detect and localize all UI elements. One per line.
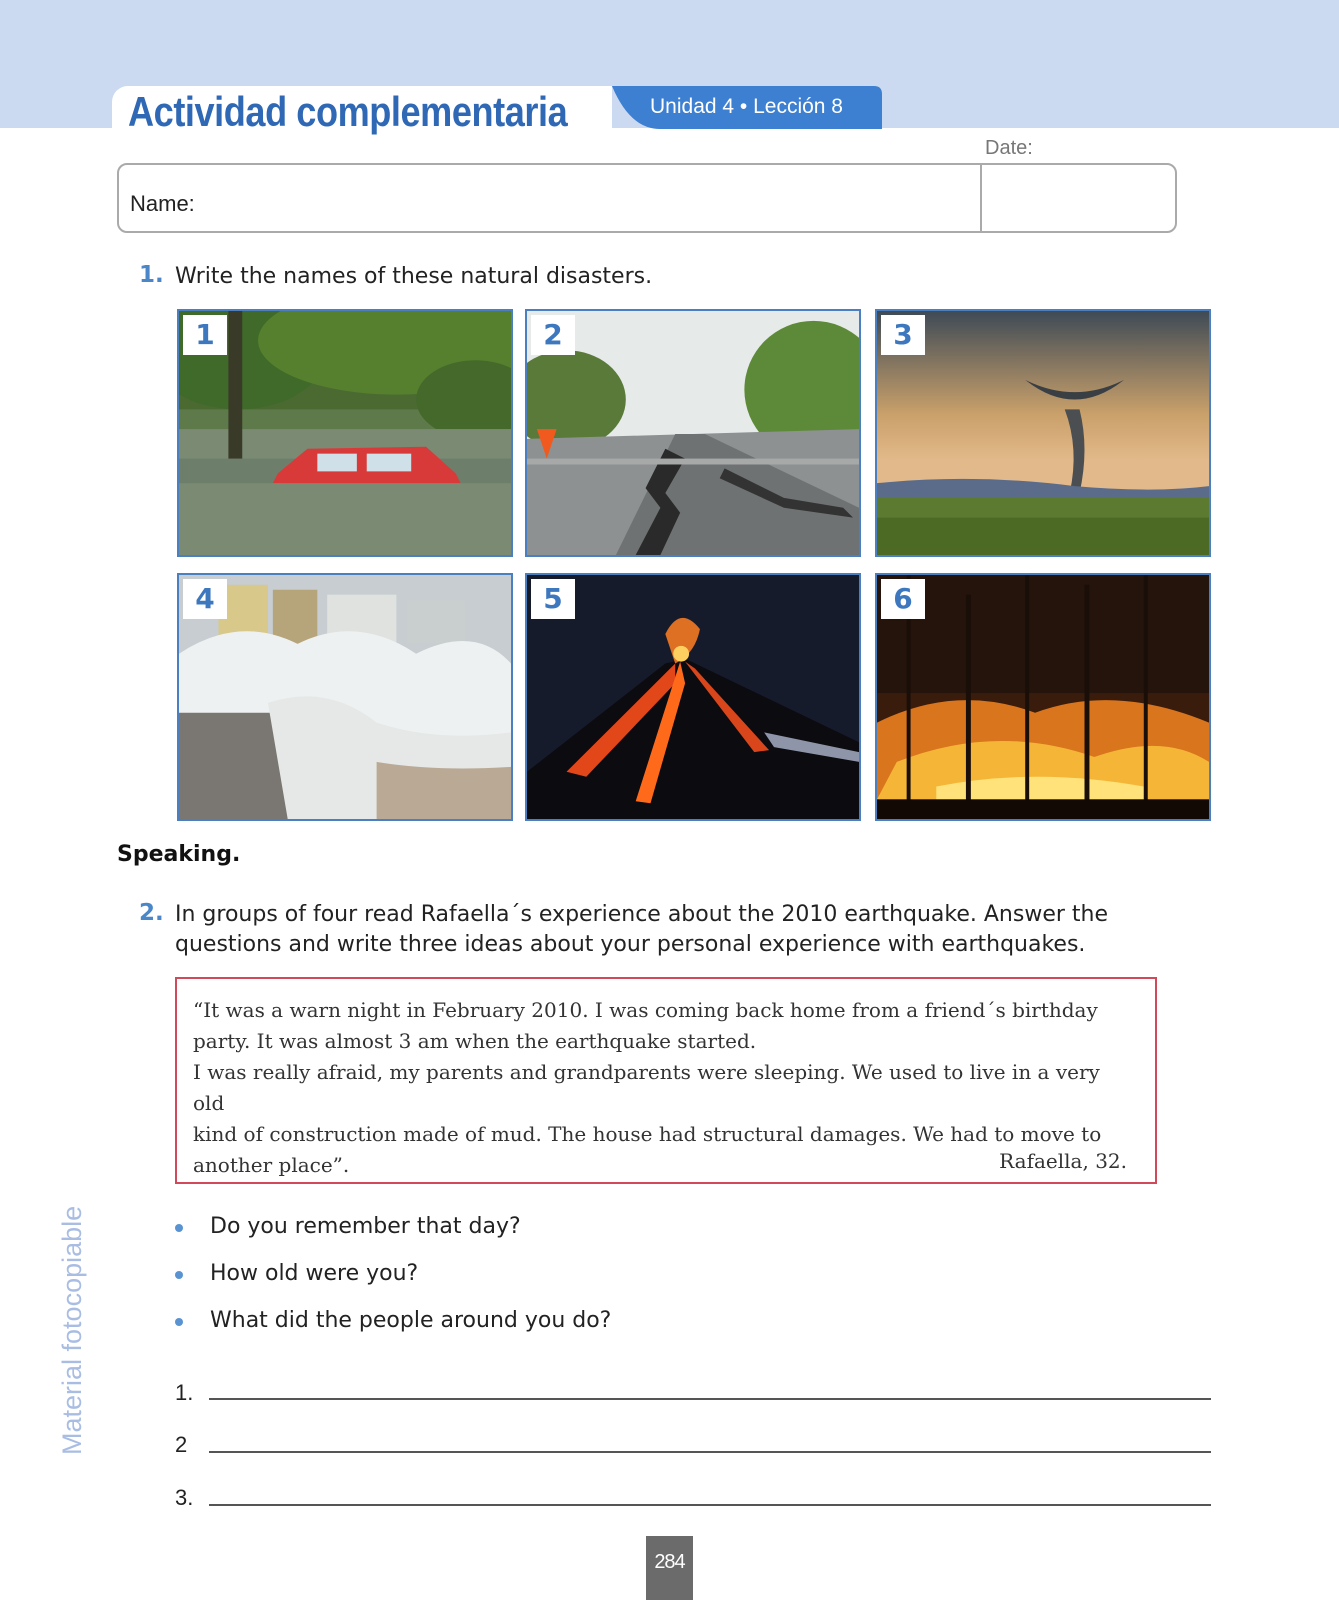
answer-line[interactable] — [209, 1398, 1211, 1400]
photo-number: 3 — [881, 315, 925, 355]
bullet-text: How old were you? — [210, 1261, 419, 1286]
photo-number: 5 — [531, 579, 575, 619]
photo-volcano — [525, 573, 861, 821]
photo-number: 6 — [881, 579, 925, 619]
bullet-text: Do you remember that day? — [210, 1214, 521, 1239]
testimony-line: kind of construction made of mud. The house had structural damages. We had to move to — [193, 1122, 1102, 1146]
photo-number: 4 — [183, 579, 227, 619]
question-2-line-2: questions and write three ideas about your personal experience with earthquakes. — [175, 932, 1086, 957]
bullet-dot-icon — [175, 1271, 183, 1279]
bullet-text: What did the people around you do? — [210, 1308, 612, 1333]
question-2-text — [175, 900, 1185, 960]
bullet-dot-icon — [175, 1318, 183, 1326]
answer-line[interactable] — [209, 1504, 1211, 1506]
photo-number: 1 — [183, 315, 227, 355]
name-label: Name: — [130, 191, 195, 216]
unit-lesson-label: Unidad 4 • Lección 8 — [650, 95, 843, 118]
side-label: Material fotocopiable — [57, 1205, 87, 1455]
date-label: Date: — [985, 137, 1033, 159]
flood-photo-icon — [179, 311, 511, 555]
photo-number: 2 — [531, 315, 575, 355]
bullet-dot-icon — [175, 1224, 183, 1232]
photo-tornado — [875, 309, 1211, 557]
testimony-line: “It was a warn night in February 2010. I was coming back home from a friend´s birthday — [193, 998, 1098, 1022]
question-2-line-1: In groups of four read Rafaella´s experience about the 2010 earthquake. Answer the — [175, 902, 1109, 927]
earthquake-photo-icon — [527, 311, 859, 555]
tsunami-photo-icon — [179, 575, 511, 819]
forest-fire-photo-icon — [877, 575, 1209, 819]
answer-line[interactable] — [209, 1451, 1211, 1453]
tornado-photo-icon — [877, 311, 1209, 555]
answer-number: 1. — [175, 1380, 194, 1405]
testimony-line: another place”. — [193, 1153, 350, 1177]
photo-tsunami — [177, 573, 513, 821]
name-date-box[interactable] — [117, 163, 1177, 233]
page-title: Actividad complementaria — [128, 88, 568, 135]
question-2-number: 2. — [139, 900, 164, 926]
page-number: 284 — [646, 1536, 693, 1600]
photo-earthquake — [525, 309, 861, 557]
question-1-text: Write the names of these natural disasters. — [175, 264, 653, 289]
testimony-text — [193, 995, 1133, 1181]
speaking-heading: Speaking. — [117, 842, 241, 867]
question-1-number: 1. — [139, 262, 164, 288]
photo-forest-fire — [875, 573, 1211, 821]
answer-number: 3. — [175, 1485, 194, 1510]
volcano-photo-icon — [527, 575, 859, 819]
testimony-line: I was really afraid, my parents and grandparents were sleeping. We used to live in a very old — [193, 1060, 1100, 1115]
answer-number: 2 — [175, 1432, 188, 1457]
testimony-line: party. It was almost 3 am when the earthquake started. — [193, 1029, 757, 1053]
name-date-divider — [980, 165, 982, 231]
testimony-signature: Rafaella, 32. — [999, 1149, 1127, 1173]
photo-flood — [177, 309, 513, 557]
testimony-box — [175, 977, 1157, 1184]
